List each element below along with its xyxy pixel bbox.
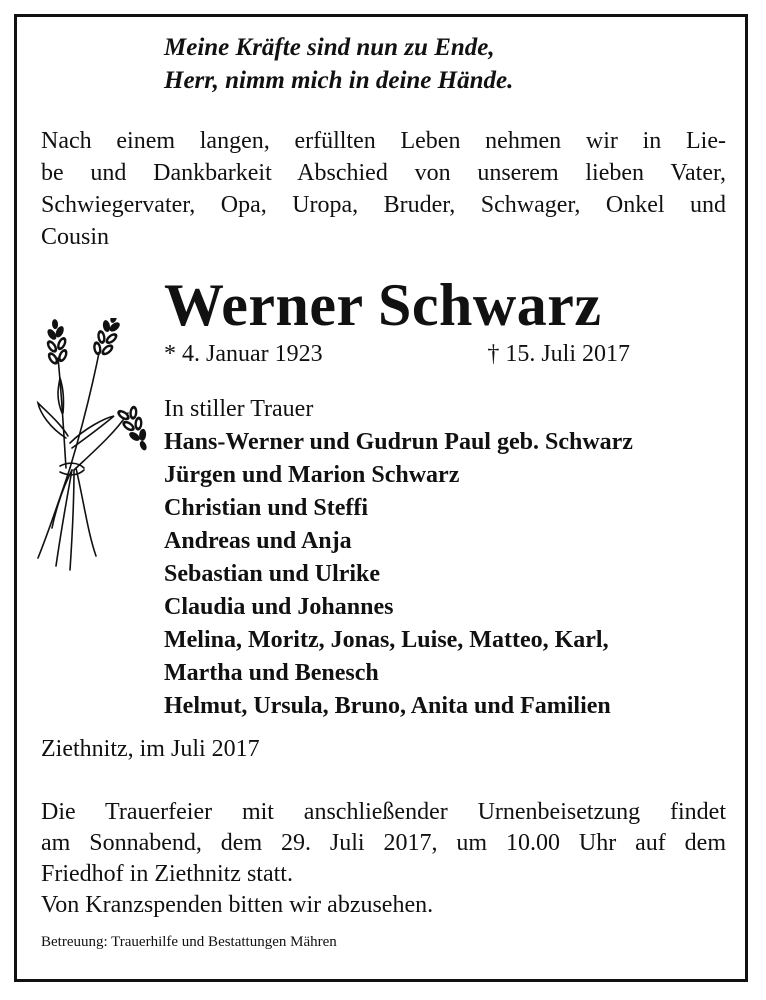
service-info xyxy=(41,797,726,921)
mourner-line: Claudia und Johannes xyxy=(164,594,394,620)
intro-text xyxy=(41,125,726,253)
intro-line: Nach einem langen, erfüllten Leben nehmen wir in Lie- xyxy=(41,128,726,154)
deceased-name: Werner Schwarz xyxy=(164,272,602,338)
birth-date: * 4. Januar 1923 xyxy=(164,341,323,367)
mourner-line: Andreas und Anja xyxy=(164,528,352,554)
mourner-line: Melina, Moritz, Jonas, Luise, Matteo, Karl, xyxy=(164,627,609,653)
motto-line: Herr, nimm mich in deine Hände. xyxy=(164,67,514,94)
place-date: Ziethnitz, im Juli 2017 xyxy=(41,736,260,762)
in-still-trauer-label: In stiller Trauer xyxy=(164,396,314,422)
intro-line: be und Dankbarkeit Abschied von unserem lieben Vater, xyxy=(41,160,726,186)
intro-line: Cousin xyxy=(41,224,110,250)
motto-line: Meine Kräfte sind nun zu Ende, xyxy=(164,34,495,61)
service-line: Friedhof in Ziethnitz statt. xyxy=(41,861,293,887)
intro-line: Schwiegervater, Opa, Uropa, Bruder, Schwager, Onkel und xyxy=(41,192,726,218)
service-line: Die Trauerfeier mit anschließender Urnenbeisetzung findet xyxy=(41,799,726,825)
mourner-line: Helmut, Ursula, Bruno, Anita und Familien xyxy=(164,693,611,719)
mourner-line: Christian und Steffi xyxy=(164,495,369,521)
wheat-bundle-icon xyxy=(30,318,150,573)
mourners-list xyxy=(164,426,633,723)
service-line: Von Kranzspenden bitten wir abzusehen. xyxy=(41,892,434,918)
mourner-line: Sebastian und Ulrike xyxy=(164,561,381,587)
mourner-line: Jürgen und Marion Schwarz xyxy=(164,462,460,488)
death-date: † 15. Juli 2017 xyxy=(487,341,630,367)
mourner-line: Martha und Benesch xyxy=(164,660,379,686)
care-note: Betreuung: Trauerhilfe und Bestattungen Mähren xyxy=(41,934,337,950)
service-line: am Sonnabend, dem 29. Juli 2017, um 10.00 Uhr auf dem xyxy=(41,830,726,856)
motto-verse xyxy=(164,31,513,97)
mourner-line: Hans-Werner und Gudrun Paul geb. Schwarz xyxy=(164,429,633,455)
